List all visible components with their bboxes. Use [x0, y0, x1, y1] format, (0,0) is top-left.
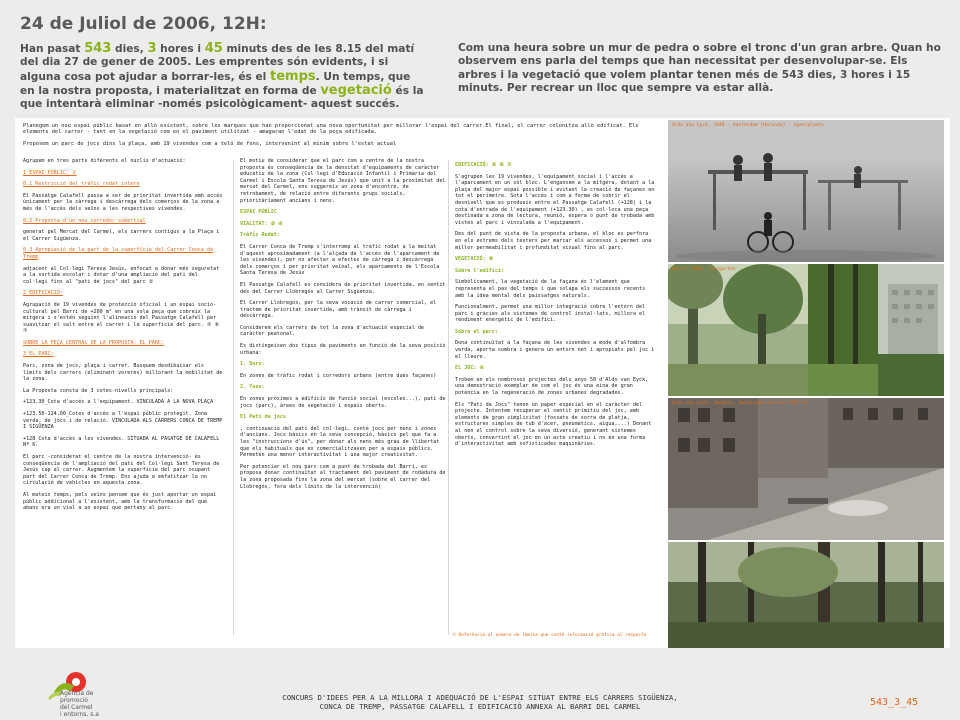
- agency-name-line: del Carmel: [60, 704, 93, 711]
- column-divider: [448, 160, 449, 635]
- photo-park: [668, 264, 944, 396]
- intro-fragment: . Un temps, que en la nostra proposta, i materialitzat en forma de: [20, 70, 411, 97]
- section-heading: Sobre el parc:: [455, 328, 498, 335]
- summary-text: [23, 123, 663, 152]
- paragraph: Agrupem en tres parts diferents el nuclis d'actuació:: [23, 158, 186, 164]
- intro-fragment: minuts des de les 8.15 del matí del dia 27 de gener de 2005. Les emprentes són evidents, i si alguna cosa pot ajudar a borrar-les, és el: [20, 43, 415, 83]
- paragraph: Considerem els carrers de tot la zona d'actuació especial de caràcter peatonal.: [240, 324, 425, 338]
- intro-fragment: hores i: [156, 43, 205, 55]
- section-heading: 3_EL PARC:: [23, 351, 54, 358]
- competition-title-line: CONCA DE TREMP, PASSATGE CALAFELL I EDIFICACIÓ ANNEXA AL BARRI DEL CARMEL: [319, 702, 641, 711]
- paragraph: , continuació del pati del col·legi, conté jocs per nens i zones d'ancians. Jocs bàsics en la seva concepció, bàsics pel que fa a les "instruccions d'ús", per donar als nens més grau de llibertat que els habituals que es comercialitzaven per a espais públics. Permetén una menor interactivitat i una major creativitat.: [240, 425, 440, 459]
- photo-caption: Berlin 2006, Tiergarten: [672, 267, 736, 272]
- paragraph: El Passatge Calafell passa a ser de prioritat invertida amb accés únicament per la càrrega i descàrrega dels comerços de la zona a més de l'accés dels veïns a les respectives vivendes.: [23, 192, 223, 212]
- paragraph: En zones de tràfic rodat i corredors urbans (entre dues façanes): [240, 372, 437, 379]
- paragraph: S'agrupen les 19 vivendes, l'equipament social i l'accés a l'aparcament en un sòl bloc. L'enganxem a la mitgera, dotant a la plaça del major espai possible i evitant la creació de façanes en tot el perímetre. Sota l'accés i com a forma de cobrir el desnivell que es produeix entre el Passatge Calafell (+128) i la cota d'entrada de l'equipament (+123.30) , es col·loca una peça destinada a zona de lectura, reunió, espera o punt de trobada amb vistes al parc i vinculada a l'equipament.: [455, 173, 655, 226]
- page-title: 24 de Juliol de 2006, 12H:: [20, 14, 267, 34]
- paragraph: Des del punt de vista de la proposta urbana, el bloc es perfora en els extrems dels testers per marcar els accessos i permet una millor permeabilitat i profunditat visual fins al parc.: [455, 231, 652, 251]
- intro-left-text: [20, 42, 428, 111]
- entry-code: 543_3_45: [870, 697, 919, 708]
- paragraph: Simbòlicament, la vegetació de la façana és l'element que representa el pas del temps i que solapa els successos recents amb la idea mental dels paissatges naturals.: [455, 279, 646, 299]
- agency-name: [60, 690, 120, 718]
- section-heading: 2_EDIFICACIÓ:: [23, 290, 63, 297]
- intro-fragment: Han pasat: [20, 43, 85, 55]
- section-heading: ESPAI PÚBLIC: [240, 209, 277, 216]
- photo-forest: [668, 542, 944, 648]
- paragraph: En zones pròximes a edificis de funció social (escoles...), pati de jocs (parc), àrees de vegetació i espais oberts.: [240, 396, 446, 409]
- intro-fragment: 3: [147, 41, 157, 56]
- competition-title-line: CONCURS D'IDEES PER A LA MILLORA I ADEQUACIÓ DE L'ESPAI SITUAT ENTRE ELS CARRERS SIGÜENZA,: [282, 693, 678, 702]
- section-heading: 0.1 Restricció del tràfic rodat intern: [23, 181, 140, 188]
- section-heading: 1_ESPAI PÚBLIC: ②: [23, 169, 77, 176]
- photo-square: [668, 398, 944, 540]
- section-heading: EDIFICACIÓ: ⑤ ⑥ ⑦: [455, 162, 512, 168]
- section-heading: 2. Tous:: [240, 384, 265, 391]
- paragraph: La Proposta consta de 3 cotes-nivells principals:: [23, 387, 174, 394]
- competition-title: [200, 693, 760, 711]
- footnote: ① Referència al número de làmina que conté informació gràfica al respecte: [452, 633, 647, 638]
- paragraph: Agrupació de 19 vivendes de protecció oficial i un espai socio-cultural pel Barri de +200 m² en una sola peça que cobreix la mitgera i s'estén seguint l'alineació del Passatge Calafell per suavitzar el salt entre el carrer i la superfície del parc. ⑤ ⑥ ⑦: [23, 301, 220, 335]
- intro-fragment: dies,: [111, 43, 148, 55]
- paragraph: El Carrer Llobregós, per la seva vocació de carrer comercial, el tractem de prioritat invertida, amb trànsit de càrrega i descàrrega.: [240, 300, 437, 320]
- text-column-2: [240, 158, 448, 495]
- paragraph: +128_Cota d'accés a les vivendes. SITUADA AL PASATGE DE CALAFELL Nº 6.: [23, 435, 220, 449]
- text-column-3: [455, 162, 655, 453]
- paragraph: El Carrer Conca de Tremp s'interromp al tràfic rodat a la meitat d'aquest aproximadament (a l'alçada de l'accés de l'aparcament de les vivendes), per no afectar a efectes de càrrega i descàrrega dels comerços i per prioritat veïnal, els aparcaments de l'Escola Santa Teresa de Jesús: [240, 243, 440, 277]
- section-heading: Sobre l'edifici:: [455, 267, 505, 274]
- text-column-1: [23, 158, 223, 517]
- column-divider: [233, 160, 234, 635]
- intro-fragment: 543: [84, 41, 112, 56]
- paragraph: Parc, zona de jocs, plaça i carrer. Busquem desdibuixar els límits dels carrers (eliminant voreres) millorant la mobilitat de la zona.: [23, 363, 223, 383]
- paragraph: Per potenciar el nou parc com a punt de trobada del Barri, es proposa donar continuïtat al tractament del paviment de rodadura de la zona proposada fins la zona del mercat (sobre el carrer del Llobregós, fora dels límits de la intervenció): [240, 463, 446, 490]
- section-heading: 0.2 Proposta d'un nou corredor comercial: [23, 217, 146, 224]
- paragraph: El motiu de considerar que el parc com a centre de la nostra proposta és conseqüència de la densitat d'equipaments de caràcter educatiu de la zona (Col·legi d'Educació Infantil i Primària del Carmel i Escola Santa Teresa de Jesús) que unit a la proximitat del mercat del Carmel, ens suggereix un zona d'encontre, de retrobament, de relació entre diferents grups socials, prioritàriament ancians i nens.: [240, 158, 446, 204]
- paragraph: Es distingeixen dos tipus de paviments en funció de la seva posició urbana:: [240, 343, 446, 356]
- summary-line: Planegem un nou espai públic basat en allò existent, sobre les marques que han proporcionat una nova oportunitat per millorar l'espai del carrer.El final, el carrer colonitza allò edificat. Els elements del carrer - tant en la vegetació com en el paviment utilitzat - amagaran l'edat de la peça edificada.: [23, 123, 639, 136]
- paragraph: Els "Pati de Jocs" tenen un paper especial en el caràcter del projecte. Intentem recuperar el sentit primitiu del joc, amb elements de gran simplicitat (fossats de sorra de platja, estructures simples de tub d'acer, pneumàtics, aigua,...) Donant al nen el control sobre la seva diversió, generant sistemes oberts, convertint el joc en un acte creatiu i no en una forma d'interactivitat amb sofisticades maquinàries.: [455, 401, 652, 448]
- paragraph: Al mateix temps, pels veïns pensem que és just aportar un espai públic addicional a l'existent, amb la transformació del què abans era un vial a un espai que pertany al parc.: [23, 491, 217, 512]
- paragraph: Trobem en els nombrosos projectes dels anys 50 d'Aldo van Eyck, una demostració exemplar de com el joc és una eina de gran potència en la regeneració de zones urbanes degradades.: [455, 376, 649, 397]
- agency-name-line: i entorns, s.a: [60, 711, 99, 718]
- intro-right-text: Com una heura sobre un mur de pedra o sobre el tronc d'un gran arbre. Quan ho observem ens parla del temps que han necessitat per desenvolupar-se. Els arbres i la vegetació que volem plantar tenen més de 543 dies, 3 hores i 15 minuts. Per recrear un lloc que sempre va estar allà.: [458, 42, 941, 94]
- agency-name-line: promoció: [60, 697, 88, 704]
- paragraph: Dona continuïtat a la façana de les vivendes a mode d'alfombra verda, aporta sombra i genera un entorn net i apropiats pel joc i el lleure.: [455, 340, 655, 360]
- paragraph: Funcionalment, permet una millor integració sobre l'entorn del parc i gràcies als sistemes de control instal·lats, millora el rendiment energètic de l'edifici.: [455, 304, 646, 324]
- section-heading: 0.3 Apropiació de la part de la superfície del Carrer Conca de Tremp: [23, 247, 214, 260]
- section-heading: El Pati de jocs: [240, 414, 287, 421]
- intro-fragment: 45: [204, 41, 223, 56]
- section-heading: SOBRE LA PEÇA CENTRAL DE LA PROPOSTA, EL PARC:: [23, 339, 165, 346]
- intro-fragment: temps: [270, 68, 316, 84]
- paragraph: +123.50-124.00_Cotes d'accés a l'espai públic protegit. Zona verda, de jocs i de relació. VINCULADA ALS CARRERS CONCA DE TREMP I SIGÜENZA: [23, 411, 223, 431]
- paragraph: El parc -considerat el centre de la nostra intervenció- és conseqüència de l'ampliació del pati del Col·legi Sant Teresa de Jesús cap al carrer. Augmentem la superfície del parc ocupant part del Carrer Conca de Tremp. Ens ajuda a emfatitzar la no circulació de vehicles en aquesta zona.: [23, 454, 220, 487]
- intro-fragment: vegetació: [320, 82, 392, 98]
- section-heading: 1. Durs:: [240, 361, 265, 368]
- paragraph: El Passatge Calafell es considera de prioritat invertida, en sentit des del Carrer Llobregós al Carrer Sigüenza.: [240, 281, 446, 295]
- section-heading: Tràfic Rodat:: [240, 232, 280, 239]
- section-heading: VEGETACIÓ: ⑧: [455, 256, 494, 263]
- intro-fragment: és la que intentarà eliminar -només psicològicament- aquest succés.: [20, 84, 424, 111]
- section-heading: EL JOC: ④: [455, 365, 485, 372]
- paragraph: +123.30_Cota d'accés a l'equipament. VINCULADA A LA NOVA PLAÇA: [23, 399, 214, 406]
- section-heading: VIALITAT: ③ ④: [240, 220, 283, 227]
- photo-caption: Aldo Van Eyck. Zeedijk, Amsterdam-centrum 1955-56: [672, 401, 808, 406]
- paragraph: generat pel Mercat del Carmel, els carrers contigus a la Plaça i el Carrer Sigüenza.: [23, 229, 220, 242]
- agency-name-line: Agència de: [60, 690, 94, 697]
- summary-line: Proposem un parc de jocs dins la plaça, amb 19 vivendes com a teló de fons, intervenint al mínim sobre l'estat actual: [23, 140, 397, 147]
- paragraph: adjacent al Col·legi Teresa Jesús, enfocat a donar més seguretat a la sortida escolar i dotar d'una ampliació del pati del col·legi fins al "pati de jocs" del parc ②: [23, 265, 220, 285]
- photo-caption: Aldo Van Eyck, 1948 - Amsterdam (Holanda) - Speelplaats: [672, 123, 825, 128]
- photo-playground: [668, 120, 944, 262]
